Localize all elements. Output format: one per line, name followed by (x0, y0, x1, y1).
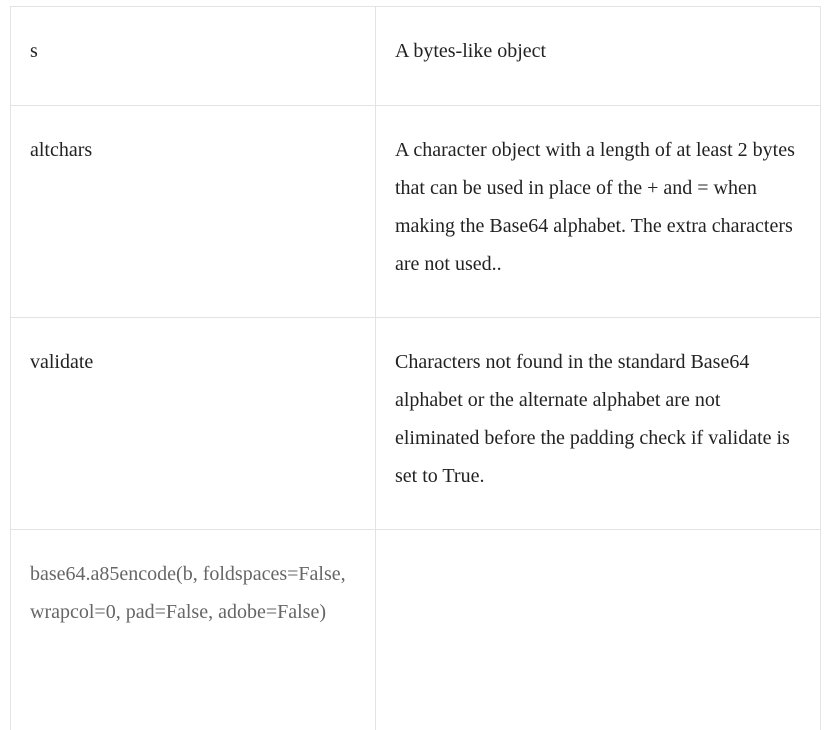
parameter-description-cell (376, 7, 821, 106)
parameter-name-cell (11, 7, 376, 106)
table-row (11, 318, 821, 530)
table-row (11, 106, 821, 318)
parameter-name: validate (30, 351, 94, 373)
parameter-description-cell (376, 106, 821, 318)
function-signature: base64.a85encode(b, foldspaces=False, wrapcol=0, pad=False, adobe=False) (30, 563, 346, 623)
parameter-description: A bytes-like object (395, 40, 547, 62)
parameter-name-cell (11, 106, 376, 318)
function-description-cell (376, 530, 821, 730)
parameter-name: altchars (30, 139, 93, 161)
parameter-description: Characters not found in the standard Base64 alphabet or the alternate alphabet are not eliminated before the padding check if validate is set to True. (395, 351, 790, 487)
parameter-description-cell (376, 318, 821, 530)
parameter-description: A character object with a length of at least 2 bytes that can be used in place of the + and = when making the Base64 alphabet. The extra characters are not used.. (395, 139, 795, 275)
parameter-name-cell (11, 318, 376, 530)
function-signature-cell (11, 530, 376, 730)
table-row (11, 530, 821, 730)
parameter-name: s (30, 40, 38, 62)
parameter-table (10, 6, 821, 730)
table-row (11, 7, 821, 106)
